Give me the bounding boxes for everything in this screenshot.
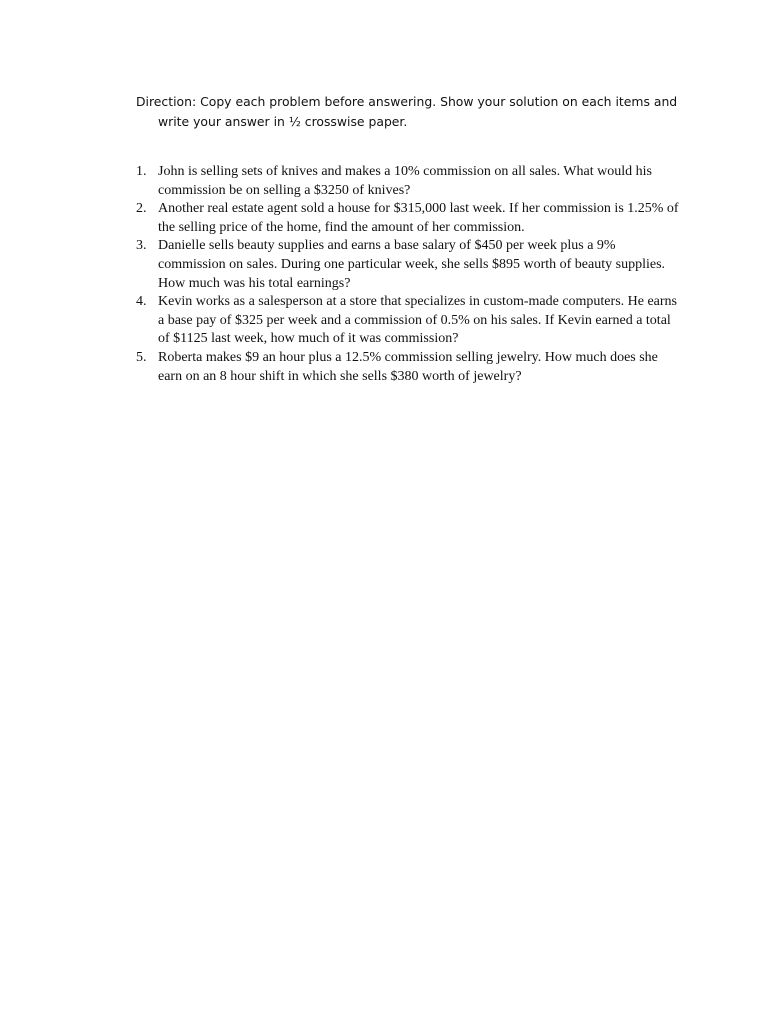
- problem-item-2: [136, 200, 681, 237]
- problem-number: 4.: [136, 294, 147, 310]
- problem-text: Another real estate agent sold a house for $315,000 last week. If her commission is 1.25% of the selling price of the home, find the amount of her commission.: [158, 201, 679, 235]
- problem-number: 1.: [136, 164, 147, 179]
- problem-number: 2.: [136, 201, 147, 217]
- problem-number: 5.: [136, 349, 147, 365]
- direction-text: Direction: Copy each problem before answering. Show your solution on each items and write your answer in ½ crosswise paper.: [136, 94, 678, 129]
- problem-item-5: [136, 349, 681, 386]
- problem-text: Roberta makes $9 an hour plus a 12.5% commission selling jewelry. How much does she earn on an 8 hour shift in which she sells $380 worth of jewelry?: [158, 349, 658, 384]
- problem-item-3: [136, 237, 681, 293]
- problem-text: Danielle sells beauty supplies and earns a base salary of $450 per week plus a 9% commission on sales. During one particular week, she sells $895 worth of beauty supplies. How much was his total earnings?: [158, 238, 666, 291]
- problem-number: 3.: [136, 238, 147, 254]
- problem-item-1: [136, 163, 681, 200]
- problem-list: [136, 163, 681, 386]
- problem-item-4: [136, 293, 681, 349]
- problem-text: John is selling sets of knives and makes a 10% commission on all sales. What would his commission be on selling a $3250 of knives?: [158, 164, 652, 198]
- problem-text: Kevin works as a salesperson at a store that specializes in custom-made computers. He earns a base pay of $325 per week and a commission of 0.5% on his sales. If Kevin earned a total of $1125 last week, how much of it was commission?: [158, 294, 677, 347]
